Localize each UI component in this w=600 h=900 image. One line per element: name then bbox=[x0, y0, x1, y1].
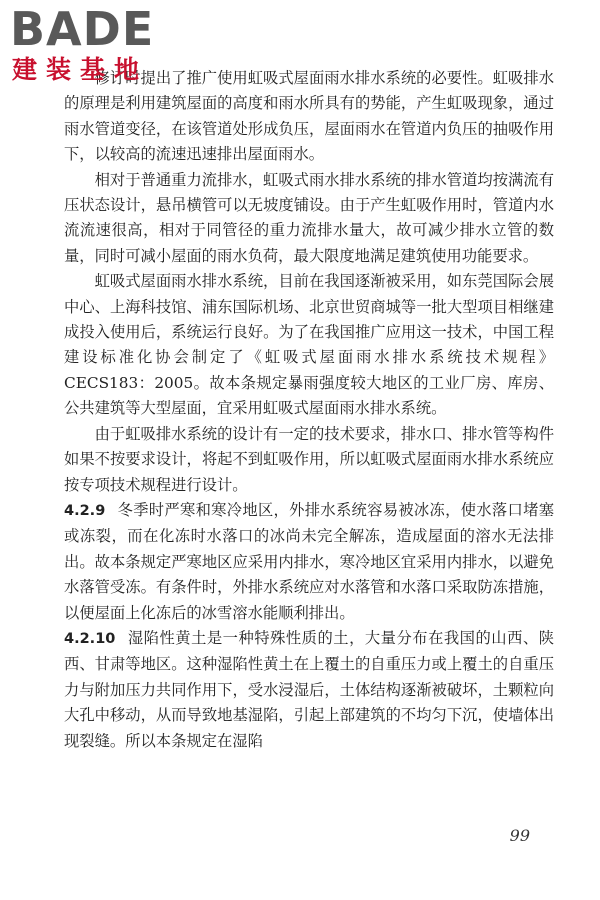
clause-4-2-9 bbox=[64, 498, 554, 626]
clause-4-2-10 bbox=[64, 626, 554, 754]
clause-text: 冬季时严寒和寒冷地区，外排水系统容易被冰冻，使水落口堵塞或冻裂，而在化冻时水落口的冰尚未完全解冻，造成屋面的溶水无法排出。故本条规定严寒地区应采用内排水，寒冷地区宜采用内排水，以避免水落管受冻。有条件时，外排水系统应对水落管和水落口采取防冻措施，以便屋面上化冻后的冰雪溶水能顺利排出。 bbox=[64, 500, 554, 622]
clause-text: 湿陷性黄土是一种特殊性质的土，大量分布在我国的山西、陕西、甘肃等地区。这种湿陷性黄土在上覆土的自重压力或上覆土的自重压力与附加压力共同作用下，受水浸湿后，土体结构逐渐被破坏，土颗粒向大孔中移动，从而导致地基湿陷，引起上部建筑的不均匀下沉，使墙体出现裂缝。所以本条规定在湿陷 bbox=[64, 628, 554, 750]
page-number: 99 bbox=[509, 826, 530, 845]
logo-wordmark: BADE bbox=[10, 2, 155, 56]
paragraph: 虹吸式屋面雨水排水系统，目前在我国逐渐被采用，如东莞国际会展中心、上海科技馆、浦东国际机场、北京世贸商城等一批大型项目相继建成投入使用后，系统运行良好。为了在我国推广应用这一技术，中国工程建设标准化协会制定了《虹吸式屋面雨水排水系统技术规程》CECS183：2005。故本条规定暴雨强度较大地区的工业厂房、库房、公共建筑等大型屋面，宜采用虹吸式屋面雨水排水系统。 bbox=[64, 272, 554, 418]
paragraph: 修订时提出了推广使用虹吸式屋面雨水排水系统的必要性。虹吸排水的原理是利用建筑屋面的高度和雨水所具有的势能，产生虹吸现象，通过雨水管道变径，在该管道处形成负压，屋面雨水在管道内负压的抽吸作用下，以较高的流速迅速排出屋面雨水。 bbox=[64, 69, 554, 164]
clause-number: 4.2.9 bbox=[64, 502, 106, 519]
bade-logo bbox=[10, 4, 180, 88]
paragraph: 由于虹吸排水系统的设计有一定的技术要求，排水口、排水管等构件如果不按要求设计，将起不到虹吸作用，所以虹吸式屋面雨水排水系统应按专项技术规程进行设计。 bbox=[64, 424, 554, 494]
document-body bbox=[64, 66, 554, 754]
paragraph: 相对于普通重力流排水，虹吸式雨水排水系统的排水管道均按满流有压状态设计，悬吊横管可以无坡度铺设。由于产生虹吸作用时，管道内水流流速很高，相对于同管径的重力流排水量大，故可减少排水立管的数量，同时可减小屋面的雨水负荷，最大限度地满足建筑使用功能要求。 bbox=[64, 170, 554, 265]
clause-number: 4.2.10 bbox=[64, 630, 116, 647]
logo-subtitle: 建装基地 bbox=[12, 55, 149, 84]
